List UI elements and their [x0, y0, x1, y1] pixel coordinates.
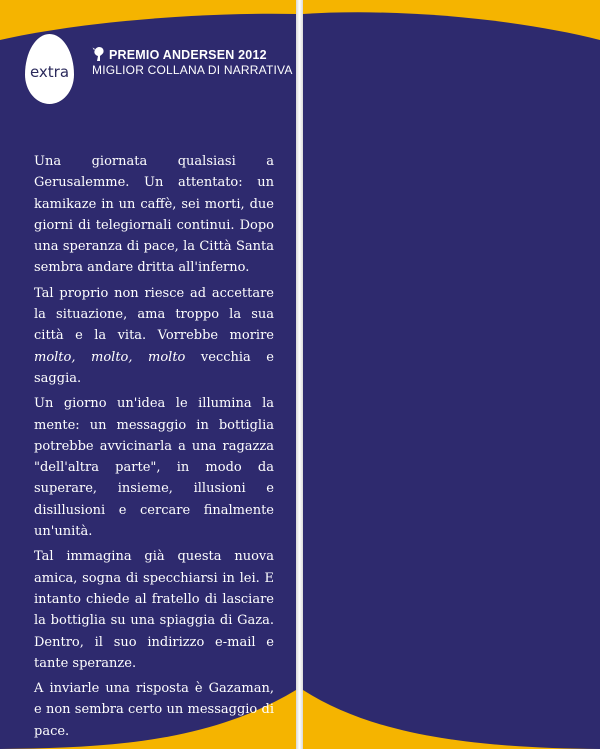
- left-paragraph-3: Un giorno un'idea le illumina la mente: un messaggio in bottiglia potrebbe avvicinarla a una ragazza "dell'altra parte", in modo da superare, insieme, illusioni e disillusioni e cercare finalmente un'unità.: [34, 396, 274, 540]
- award-block: [92, 46, 293, 77]
- award-title: PREMIO ANDERSEN 2012: [109, 48, 267, 62]
- left-paragraph-4: Tal immagina già questa nuova amica, sogna di specchiarsi in lei. E intanto chiede al fratello di lasciare la bottiglia su una spiaggia di Gaza. Dentro, il suo indirizzo e-mail e tante speranze.: [34, 549, 274, 671]
- left-paragraph-5: A inviarle una risposta è Gazaman, e non sembra certo un messaggio di pace.: [34, 681, 274, 739]
- award-logo-icon: [92, 46, 106, 62]
- left-paragraph-2: Tal proprio non riesce ad accettare la situazione, ama troppo la sua città e la vita. Vorrebbe morire molto, molto, molto vecchia e saggia.: [34, 285, 274, 386]
- badge-label: extra: [29, 63, 70, 81]
- left-paragraph-1: Una giornata qualsiasi a Gerusalemme. Un attentato: un kamikaze in un caffè, sei morti, due giorni di telegiornali continui. Dopo una speranza di pace, la Città Santa sembra andare dritta all'inferno.: [34, 154, 274, 276]
- right-flap: [303, 0, 600, 749]
- left-blurb: [34, 151, 274, 746]
- left-flap: [0, 0, 296, 749]
- page-fold: [296, 0, 303, 749]
- award-subtitle: MIGLIOR COLLANA DI NARRATIVA: [92, 63, 293, 77]
- emphasis-text: molto, molto, molto: [34, 349, 186, 365]
- right-flap-background: [303, 0, 600, 749]
